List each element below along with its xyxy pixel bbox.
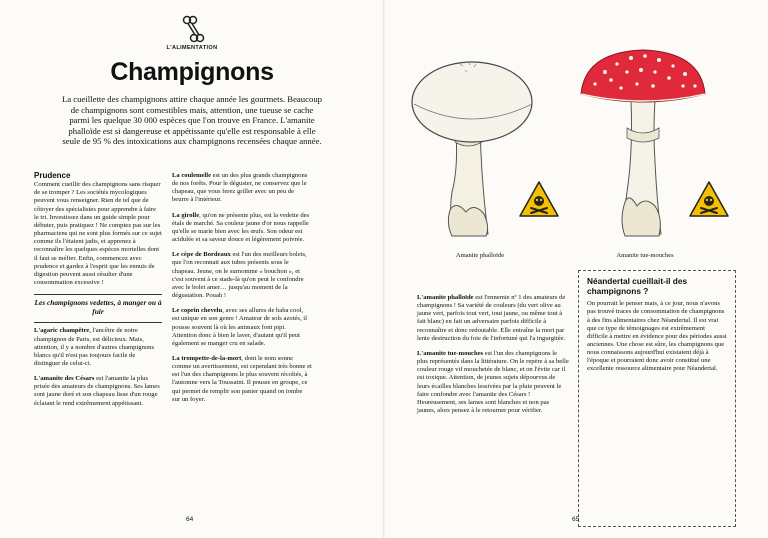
agaric-name: L'agaric champêtre — [34, 327, 90, 335]
page-number-right: 65 — [572, 516, 580, 523]
page-number-left: 64 — [186, 516, 194, 523]
tuemouches-paragraph — [417, 350, 569, 415]
right-page — [385, 0, 768, 538]
coulemelle-paragraph — [172, 172, 312, 205]
column-right — [172, 172, 312, 411]
coprin-text: , avec ses allures de baba cool, est unique en son genre ! Amateur de sols azotés, il pousse souvent là où les animaux font pipi. Attention donc à bien le laver, d'autant qu'il peut également se manger cru en salade. — [172, 307, 307, 347]
cesars-paragraph — [34, 375, 162, 408]
girolle-text: , qu'on ne présente plus, est la vedette des étals de marché. Sa couleur jaune d'or nous rappelle qu'elle se marie bien avec les œufs. Son odeur est acidulée et sa saveur douce et légèrement poivrée. — [172, 211, 310, 244]
coprin-paragraph — [172, 307, 312, 348]
cepe-name: Le cèpe de Bordeaux — [172, 251, 231, 259]
agaric-text: , l'ancêtre de notre champignon de Paris, est délicieux. Mais, attention, il y a nombre d'autres champignons blancs qu'il n'est pas toujours facile de distinguer de celui-ci. — [34, 327, 155, 367]
cepe-text: est l'un des meilleurs bolets, que l'on reconnait aux tubes présents sous le chapeau. Jeune, on le surnomme « bouchon », et c'est souvent à ce stade-là qu'on peut le confondre avec le bolet amer… jusqu'au moment de la dégustation. Pouah ! — [172, 251, 307, 300]
warning-skull-icon — [688, 180, 730, 218]
caption-tue-mouches: Amanite tue-mouches — [616, 252, 674, 259]
cesars-text: est l'amanite la plus prisée des amateurs de champignons. Ses lames sont jaune doré et son chapeau lisse d'un rouge éclatant le rend extrêmement appétissant. — [34, 375, 160, 407]
tuemouches-name: L'amanite tue-mouches — [417, 349, 484, 357]
page-title: Champignons — [110, 58, 274, 86]
vedettes-heading: Les champignons vedettes, à manger ou à fuir — [34, 298, 162, 316]
divider — [34, 322, 162, 323]
bone-icon — [178, 14, 206, 44]
cepe-paragraph — [172, 251, 312, 300]
left-page — [0, 0, 383, 538]
divider — [34, 294, 162, 295]
coprin-name: Le coprin chevelu — [172, 307, 223, 315]
prudence-text: Comment cueillir des champignons sans risquer de se tromper ? Les sociétés mycologiques peuvent vous renseigner. Rien de tel que de côtoyer des spécialistes pour apprendre à faire le tri. Investissez dans un guide simple pour débuter, puis pratiquez ! Ne comptez pas sur les pharmaciens qui ne sont plus formés sur ce sujet comme ils l'étaient jadis, et apprenez à reconnaître les quelques espèces mortelles dont il faut se méfier. Enfin, commencez avec prudence et gardez à l'esprit que les ennuis de digestion peuvent aussi résulter d'une consommation excessive ! — [34, 181, 162, 287]
agaric-paragraph — [34, 327, 162, 368]
section-label: L'ALIMENTATION — [166, 45, 218, 51]
warning-skull-icon — [518, 180, 560, 218]
cesars-name: L'amanite des Césars — [34, 375, 95, 383]
trompette-name: La trompette-de-la-mort — [172, 354, 242, 362]
coulemelle-name: La coulemelle — [172, 172, 212, 179]
prudence-heading: Prudence — [34, 171, 71, 180]
box-title: Néandertal cueillait-il des champignons ? — [587, 276, 688, 296]
trompette-text: , dont le nom sonne comme un avertissement, est cependant très bonne et est l'un des champignons le plus souvent récoltés, à l'automne vers la Toussaint. Il pousse en groupe, ce qui permet de remplir son panier quand on tombe sur un foyer. — [172, 354, 312, 403]
box-text: On pourrait le penser mais, à ce jour, nous n'avons pas trouvé traces de consommation de champignons à des fins alimentaires chez Néandertal. Il est vrai que ce type de témoignages est extrêmement difficile à mettre en évidence pour des périodes aussi anciennes. Une chose est sûre, les champignons que nous connaissons aujourd'hui existaient déjà à l'époque et pourraient donc avoir constitué une excellente ressource alimentaire pour Néandertal. — [587, 300, 727, 373]
girolle-paragraph — [172, 212, 312, 245]
girolle-name: La girolle — [172, 211, 200, 219]
intro-paragraph: La cueillette des champignons attire chaque année les gourmets. Beaucoup de champignons sont comestibles mais, attention, une tueuse se cache parmi les quelque 30 000 espèces que l'on trouve en France. L'amanite phalloïde est si dangereuse et appétissante qu'elle est responsable à elle seule de 95 % des intoxications aux champignons recensées chaque année. — [61, 94, 323, 147]
neandertal-box — [578, 270, 736, 527]
column-left — [34, 172, 162, 415]
coulemelle-text: est un des plus grands champignons de nos forêts. Pour le déguster, ne conservez que le chapeau, que vous ferez griller avec un peu de beurre à l'intérieur. — [172, 172, 308, 204]
column-left-right-page — [417, 294, 569, 422]
caption-phalloide: Amanite phalloïde — [455, 252, 505, 259]
phalloide-text: est l'ennemie nº 1 des amateurs de champignons ! Sa variété de couleurs (du vert olive au jaune vert, parfois tout vert, tout jaune, ou même tout à fait blanc) en fait un adversaire parfois difficile à reconnaître et donc redoutable. Elle entraîne la mort par lente destruction du foie de l'infortuné qui l'a ingurgitée. — [417, 294, 566, 342]
tuemouches-text: est l'un des champignons le plus représentés dans la littérature. On le repère à sa belle couleur rouge vif mouchetée de blanc, et on l'évite car il est toxique. Attention, de jeunes sujets dépourvus de leurs écailles blanches lessivées par la pluie peuvent le faire confondre avec l'amanite des Césars ! Heureusement, ses lames sont blanches et non pas jaunes, alors pensez à le retourner pour vérifier. — [417, 349, 569, 415]
phalloide-name: L'amanite phalloïde — [417, 294, 474, 301]
trompette-paragraph — [172, 355, 312, 404]
phalloide-paragraph — [417, 294, 569, 343]
